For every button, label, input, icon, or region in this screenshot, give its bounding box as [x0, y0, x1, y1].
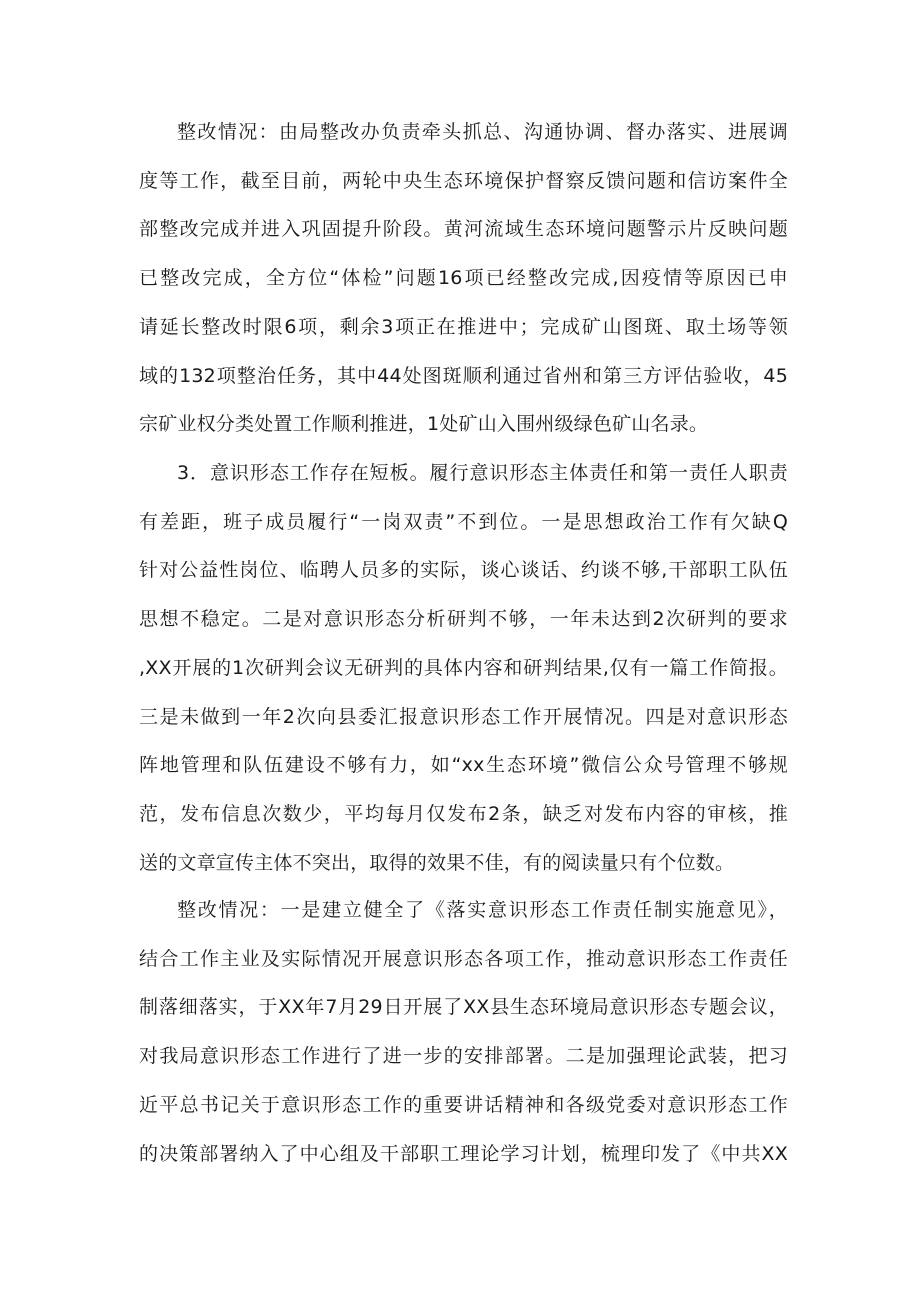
text-line: 针对公益性岗位、临聘人员多的实际，谈心谈话、约谈不够,干部职工队伍 [139, 559, 788, 582]
text-line: ,XX开展的1次研判会议无研判的具体内容和研判结果,仅有一篇工作简报。 [139, 656, 788, 679]
text-line: 范，发布信息次数少，平均每月仅发布2条，缺乏对发布内容的审核，推 [139, 802, 788, 825]
paragraph-ideology-shortcomings [139, 449, 788, 887]
paragraph-rectification-status-2 [139, 886, 788, 1178]
text-line: 有差距，班子成员履行“一岗双责”不到位。一是思想政治工作有欠缺Q [139, 510, 788, 533]
text-line: 三是未做到一年2次向县委汇报意识形态工作开展情况。四是对意识形态 [139, 705, 788, 728]
paragraph-rectification-status-1 [139, 108, 788, 449]
text-line: 域的132项整治任务，其中44处图斑顺利通过省州和第三方评估验收，45 [139, 364, 788, 387]
text-line: 整改情况：一是建立健全了《落实意识形态工作责任制实施意见》， [177, 899, 788, 921]
text-line: 制落细落实，于XX年7月29日开展了XX县生态环境局意识形态专题会议， [139, 996, 788, 1019]
text-line: 的决策部署纳入了中心组及干部职工理论学习计划，梳理印发了《中共XX [139, 1142, 788, 1165]
text-line: 请延长整改时限6项，剩余3项正在推进中；完成矿山图斑、取土场等领 [139, 315, 788, 338]
text-line: 3．意识形态工作存在短板。履行意识形态主体责任和第一责任人职责 [177, 462, 788, 484]
text-line: 对我局意识形态工作进行了进一步的安排部署。二是加强理论武装，把习 [139, 1045, 788, 1068]
text-line: 思想不稳定。二是对意识形态分析研判不够，一年未达到2次研判的要求 [139, 608, 788, 631]
text-line: 送的文章宣传主体不突出，取得的效果不佳，有的阅读量只有个位数。 [139, 851, 735, 874]
text-line: 整改情况：由局整改办负责牵头抓总、沟通协调、督办落实、进展调 [177, 121, 788, 143]
text-line: 度等工作，截至目前，两轮中央生态环境保护督察反馈问题和信访案件全 [139, 169, 788, 192]
text-line: 结合工作主业及实际情况开展意识形态各项工作，推动意识形态工作责任 [139, 947, 788, 970]
text-line: 近平总书记关于意识形态工作的重要讲话精神和各级党委对意识形态工作 [139, 1093, 788, 1116]
text-line: 阵地管理和队伍建设不够有力，如“xx生态环境”微信公众号管理不够规 [139, 754, 788, 777]
text-line: 部整改完成并进入巩固提升阶段。黄河流域生态环境问题警示片反映问题 [139, 218, 788, 241]
text-line: 宗矿业权分类处置工作顺利推进，1处矿山入围州级绿色矿山名录。 [139, 413, 709, 436]
text-line: 已整改完成，全方位“体检”问题16项已经整改完成,因疫情等原因已申 [139, 267, 788, 290]
